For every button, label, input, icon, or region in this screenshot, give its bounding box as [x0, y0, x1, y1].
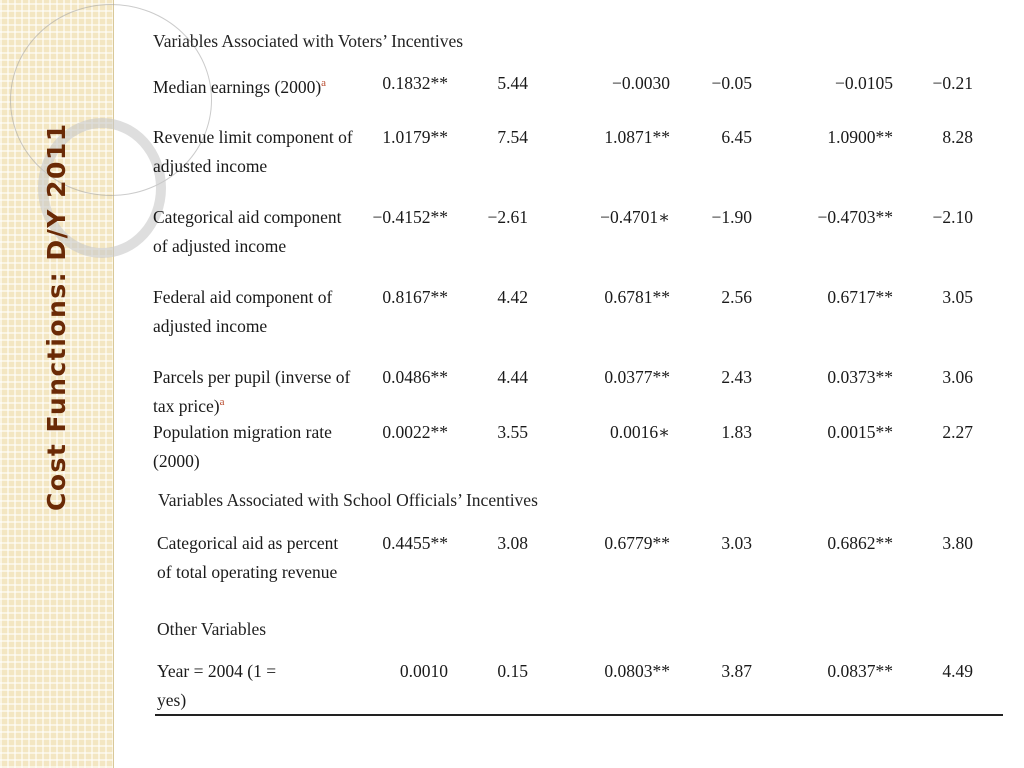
cell-coef-3: −0.0105 — [835, 73, 893, 93]
cell-t-3: 3.05 — [942, 287, 973, 307]
cell-coef-2: 0.6779** — [604, 533, 670, 553]
footnote-marker: a — [321, 77, 327, 89]
cell-t-2: −1.90 — [711, 207, 752, 227]
row-label: Categorical aid component of adjusted income — [153, 207, 342, 256]
row-label: Revenue limit component of adjusted income — [153, 127, 353, 176]
cell-coef-1: 0.1832** — [382, 73, 448, 93]
cell-t-2: 3.03 — [721, 533, 752, 553]
cell-coef-2: −0.0030 — [612, 73, 670, 93]
cell-coef-2: 0.0377** — [604, 367, 670, 387]
row-label: Federal aid component of adjusted income — [153, 287, 333, 336]
cell-coef-1: 1.0179** — [382, 127, 448, 147]
cell-coef-3: 0.0837** — [827, 661, 893, 681]
cell-t-2: 2.56 — [721, 287, 752, 307]
row-label: Categorical aid as percent of total operating revenue — [157, 533, 339, 582]
cell-t-2: 2.43 — [721, 367, 752, 387]
cell-t-1: 0.15 — [497, 661, 528, 681]
section-header-voters: Variables Associated with Voters’ Incentives — [153, 31, 464, 51]
cell-t-1: 3.55 — [497, 422, 528, 442]
cell-coef-3: 0.0373** — [827, 367, 893, 387]
cell-t-2: 6.45 — [721, 127, 752, 147]
footnote-marker: a — [219, 395, 225, 408]
cell-coef-1: 0.4455** — [382, 533, 448, 553]
table-bottom-rule — [155, 714, 1003, 716]
cell-t-1: 4.44 — [497, 367, 528, 387]
cell-coef-3: −0.4703** — [817, 207, 893, 227]
cell-t-1: 4.42 — [497, 287, 528, 307]
cell-coef-3: 0.6862** — [827, 533, 893, 553]
cell-t-3: 2.27 — [942, 422, 973, 442]
cell-t-3: 3.80 — [942, 533, 973, 553]
section-header-officials: Variables Associated with School Officials’ Incentives — [158, 490, 538, 510]
cell-t-1: 5.44 — [497, 73, 528, 93]
cell-coef-1: −0.4152** — [372, 207, 448, 227]
row-label: Parcels per pupil (inverse of tax price)$^a$ — [153, 367, 351, 416]
cell-coef-3: 0.0015** — [827, 422, 893, 442]
cell-coef-2: 0.0016∗ — [609, 422, 670, 442]
row-label: Median earnings $(2000)^a$ — [153, 76, 327, 97]
row-label: Year = 2004 (1 = yes) — [157, 661, 277, 710]
cell-coef-3: 1.0900** — [827, 127, 893, 147]
cell-t-2: 3.87 — [721, 661, 752, 681]
section-header-other: Other Variables — [157, 619, 267, 639]
cell-coef-2: 1.0871** — [604, 127, 670, 147]
cell-coef-2: 0.6781** — [604, 287, 670, 307]
cell-t-2: −0.05 — [711, 73, 752, 93]
cell-t-1: 7.54 — [497, 127, 528, 147]
cell-t-2: 1.83 — [721, 422, 752, 442]
cell-coef-1: 0.0486** — [382, 367, 448, 387]
cell-t-3: 8.28 — [942, 127, 973, 147]
cell-t-3: −0.21 — [932, 73, 973, 93]
cell-t-3: 4.49 — [942, 661, 973, 681]
cell-t-1: −2.61 — [487, 207, 528, 227]
cell-coef-1: 0.0010 — [399, 661, 448, 681]
cell-t-3: 3.06 — [942, 367, 973, 387]
cell-t-3: −2.10 — [932, 207, 973, 227]
cell-coef-1: 0.8167** — [382, 287, 448, 307]
cell-coef-1: 0.0022** — [382, 422, 448, 442]
slide-title: Cost Functions: D/Y 2011 — [42, 122, 71, 511]
cell-coef-3: 0.6717** — [827, 287, 893, 307]
cell-t-1: 3.08 — [497, 533, 528, 553]
cell-coef-2: 0.0803** — [604, 661, 670, 681]
row-label: Population migration rate (2000) — [153, 422, 332, 471]
cell-coef-2: −0.4701∗ — [600, 207, 670, 227]
